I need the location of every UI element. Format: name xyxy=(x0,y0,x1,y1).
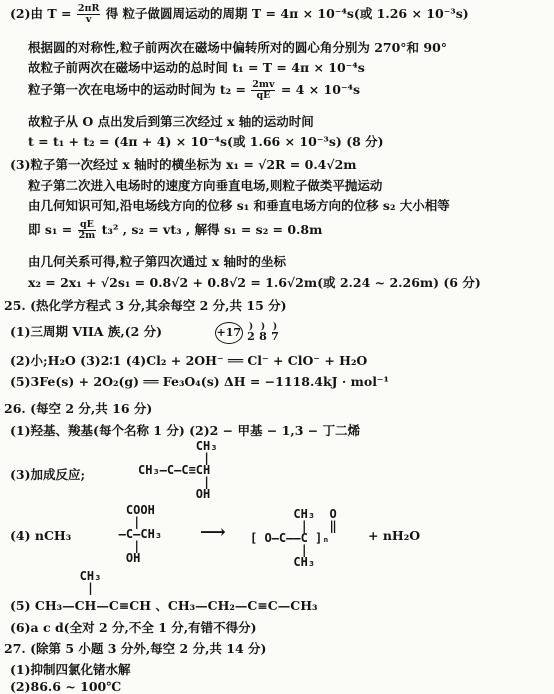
q24-second-enter-line: 粒子第二次进入电场时的速度方向垂直电场,则粒子做类平抛运动 xyxy=(28,178,383,193)
q25-line1-text: (1)三周期 VIIA 族,(2 分) xyxy=(10,324,163,339)
q24-geometry-line: 由几何知识可知,沿电场线方向的位移 s₁ 和垂直电场方向的位移 s₂ 大小相等 xyxy=(28,198,450,213)
q24-ji-line xyxy=(28,220,322,241)
q24-x1-line: (3)粒子第一次经过 x 轴时的横坐标为 x₁ = √2R = 0.4√2m xyxy=(10,157,357,172)
q26-line4-product: + nH₂O xyxy=(368,528,421,543)
structure-polyester: CH₃ O | ‖ [ O—C——C ]ₙ | CH₃ xyxy=(250,507,337,569)
q24-t2-text-a: 粒子第一次在电场中的运动时间为 t₂ = xyxy=(28,82,246,97)
q27-header: 27. (除第 5 小题 3 分外,每空 2 分,共 14 分) xyxy=(4,641,267,656)
structure-methyl-branch: CH₃ | xyxy=(79,569,102,595)
q24-period-line xyxy=(10,4,469,25)
q24-period-text-a: (2)由 T = xyxy=(10,6,72,21)
q24-symmetry-line: 根据圆的对称性,粒子前两次在磁场中偏转所对的圆心角分别为 270°和 90° xyxy=(28,40,448,55)
q24-ji-text-b: t₃² , s₂ = vt₃ , 解得 s₁ = s₂ = 0.8m xyxy=(101,222,323,237)
s1-fraction-numerator: qE xyxy=(78,220,97,231)
reaction-arrow: ⟶ xyxy=(200,522,226,543)
q26-line4-label: (4) nCH₃ xyxy=(10,528,72,543)
q26-line3-label: (3)加成反应; xyxy=(10,467,86,482)
q24-period-text-b: 得 粒子做圆周运动的周期 T = 4π × 10⁻⁴s(或 1.26 × 10⁻³s) xyxy=(105,6,469,21)
s1-fraction-denominator: 2m xyxy=(78,230,96,241)
s1-fraction xyxy=(78,220,97,241)
electron-shell-1: ) 2 xyxy=(247,322,255,343)
q25-line1 xyxy=(10,322,279,344)
period-fraction-denominator: v xyxy=(85,14,92,25)
q27-line2: (2)86.6 ~ 100℃ xyxy=(10,679,122,694)
electron-shell-2: ) 8 xyxy=(259,322,267,343)
q26-line1: (1)羟基、羧基(每个名称 1 分) (2)2 − 甲基 − 1,3 − 丁二烯 xyxy=(10,423,361,438)
q24-t1-line: 故粒子前两次在磁场中运动的总时间 t₁ = T = 4π × 10⁻⁴s xyxy=(28,60,365,75)
q25-header: 25. (热化学方程式 3 分,其余每空 2 分,共 15 分) xyxy=(4,298,287,313)
structure-3-methylbutynol: CH₃ | CH₃—C—C≡CH | OH xyxy=(138,439,218,501)
structure-lactic-monomer: COOH | —C—CH₃ | OH xyxy=(118,503,163,565)
period-fraction-numerator: 2πR xyxy=(77,3,100,15)
t2-fraction-numerator: 2mv xyxy=(252,79,275,91)
q25-line3: (5)3Fe(s) + 2O₂(g) ══ Fe₃O₄(s) ΔH = −1118.4kJ · mol⁻¹ xyxy=(10,374,390,389)
shell-2-count: 8 xyxy=(259,330,267,343)
t2-fraction xyxy=(251,80,275,101)
q27-line1: (1)抑制四氯化锗水解 xyxy=(10,662,131,677)
q26-line6: (6)a c d(全对 2 分,不全 1 分,有错不得分) xyxy=(10,620,257,635)
q24-third-line: 故粒子从 O 点出发后到第三次经过 x 轴的运动时间 xyxy=(28,114,314,129)
q25-line2: (2)小;H₂O (3)2∶1 (4)Cl₂ + 2OH⁻ ══ Cl⁻ + ClO⁻ + H₂O xyxy=(10,353,368,368)
electron-shell-3: ) 7 xyxy=(271,322,279,343)
q24-ji-text-a: 即 s₁ = xyxy=(28,222,73,237)
t2-fraction-denominator: qE xyxy=(256,90,271,101)
q24-t2-line xyxy=(28,80,360,101)
nucleus-circle: +17 xyxy=(215,322,243,344)
period-fraction xyxy=(77,4,100,25)
q26-line5: (5) CH₃—CH—C≡CH 、CH₃—CH₂—C≡C—CH₃ xyxy=(10,598,318,613)
q26-header: 26. (每空 2 分,共 16 分) xyxy=(4,401,153,416)
q24-relation-line: 由几何关系可得,粒子第四次通过 x 轴时的坐标 xyxy=(28,254,287,269)
shell-3-count: 7 xyxy=(271,330,279,343)
q24-t2-text-b: = 4 × 10⁻⁴s xyxy=(280,82,361,97)
q24-t-total-line: t = t₁ + t₂ = (4π + 4) × 10⁻⁴s(或 1.66 × 10⁻³s) (8 分) xyxy=(28,134,384,149)
q24-x2-line: x₂ = 2x₁ + √2s₁ = 0.8√2 + 0.8√2 = 1.6√2m(或 2.24 ~ 2.26m) (6 分) xyxy=(28,275,481,290)
shell-1-count: 2 xyxy=(247,330,255,343)
